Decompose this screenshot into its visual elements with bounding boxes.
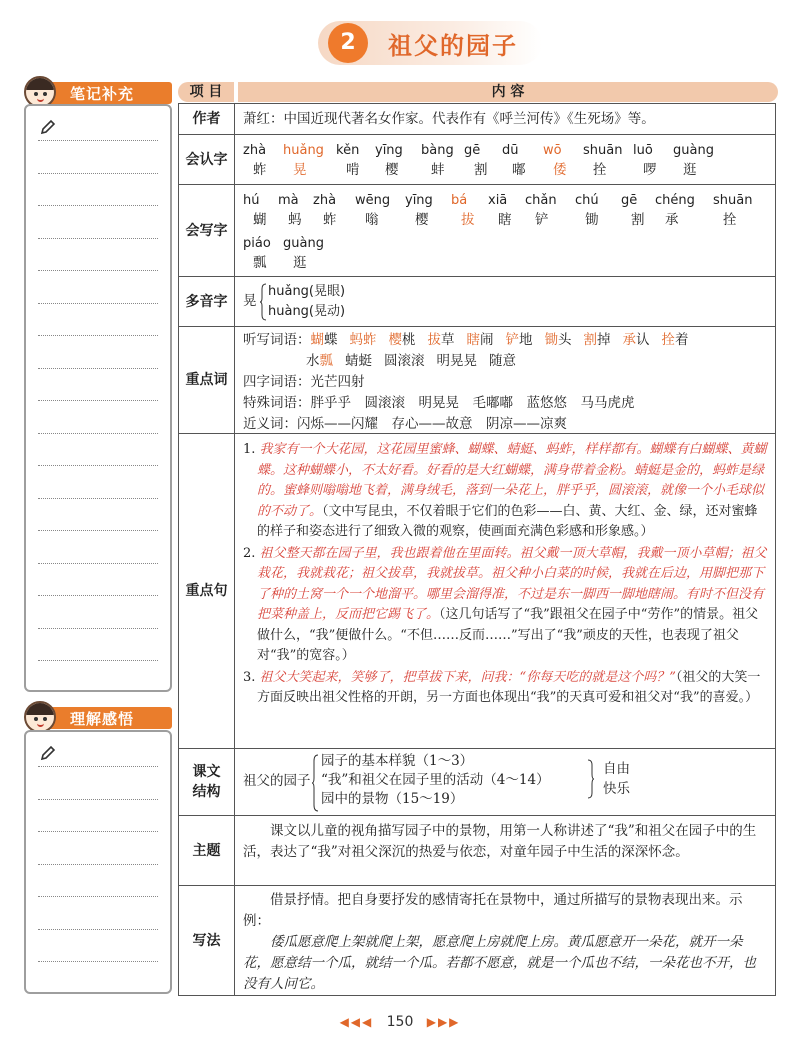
pinyin: chú <box>575 193 599 208</box>
pinyin: dū <box>502 143 519 158</box>
structure-part-1: 园子的基本样貌（1～3） <box>321 753 474 769</box>
note-line <box>38 961 158 962</box>
polyphone-char: 晃 <box>243 293 257 309</box>
structure-root: 祖父的园子 <box>243 773 311 789</box>
dictation-word: 圆滚滚 <box>384 353 425 369</box>
note-line <box>38 799 158 800</box>
pinyin: piáo <box>243 236 271 251</box>
hanzi: 承 <box>665 212 679 228</box>
hanzi: 铲 <box>535 212 549 228</box>
hanzi: 嘟 <box>512 162 526 178</box>
row-keywords <box>178 327 776 434</box>
synonym-words: 近义词：闪烁——闪耀 存心——故意 阴凉——凉爽 <box>243 416 567 432</box>
note-line <box>38 766 158 767</box>
hanzi: 逛 <box>293 255 307 271</box>
note-line <box>38 368 158 369</box>
pencil-icon <box>39 118 57 136</box>
hanzi: 倭 <box>553 162 567 178</box>
understanding-title: 理解感悟 <box>70 710 135 728</box>
brace-icon <box>259 283 267 321</box>
key-sentence: 2. 祖父整天都在园子里，我也跟着他在里面转。祖父戴一顶大草帽，我戴一顶小草帽；祖父栽花，我就栽花；祖父拔草，我就拔草。祖父种小白菜的时候，我就在后边，用脚把那下了种的土窝一个一个地溜平。哪里会溜得准，不过是东一脚西一脚地瞎闹。有时不但没有把菜种盖上，反而把它踢飞了。（这几句话写了“我”跟祖父在园子中“劳作”的情景。祖父做什么，“我”便做什么。“不但……反而……”写出了“我”顽皮的天性，也表现了祖父对“我”的宽容。） <box>243 545 767 663</box>
row-write <box>178 185 776 277</box>
pinyin: wō <box>543 143 562 158</box>
note-line <box>38 595 158 596</box>
pinyin: zhà <box>313 193 337 208</box>
dictation-word: 蜻蜓 <box>345 353 372 369</box>
technique-content <box>235 886 775 995</box>
note-line <box>38 498 158 499</box>
author-text: 萧红：中国近现代著名女作家。代表作有《呼兰河传》《生死场》等。 <box>243 111 655 127</box>
page-number: 150 <box>386 1014 414 1030</box>
page-footer <box>0 1014 800 1030</box>
header-item: 项 目 <box>178 82 234 102</box>
understanding-header <box>24 703 172 733</box>
label-structure: 课文结构 <box>179 749 235 815</box>
hanzi: 拔 <box>461 212 475 228</box>
pinyin: shuān <box>713 193 753 208</box>
hanzi: 嗡 <box>365 212 379 228</box>
dictation-word: 蚂蚱 <box>349 332 377 348</box>
hanzi: 樱 <box>415 212 429 228</box>
row-theme <box>178 816 776 886</box>
dictation-word: 割掉 <box>583 332 611 348</box>
dictation-word: 承认 <box>622 332 650 348</box>
four-char-words: 四字词语：光芒四射 <box>243 374 365 390</box>
label-polyphone: 多音字 <box>179 277 235 326</box>
pinyin: yīng <box>405 193 433 208</box>
table-header <box>178 82 778 102</box>
technique-intro: 借景抒情。把自身要抒发的感情寄托在景物中，通过所描写的景物表现出来。示例： <box>243 892 743 929</box>
label-keywords: 重点词 <box>179 327 235 433</box>
theme-text: 课文以儿童的视角描写园子中的景物，用第一人称讲述了“我”和祖父在园子中的生活，表达了“我”对祖父深沉的热爱与依恋，对童年园子中生活的深深怀念。 <box>243 823 757 860</box>
note-line <box>38 140 158 141</box>
dictation-word: 蝴蝶 <box>310 332 338 348</box>
pinyin: guàng <box>283 236 324 251</box>
dictation-word: 拴着 <box>661 332 689 348</box>
pinyin: guàng <box>673 143 714 158</box>
note-line <box>38 628 158 629</box>
polyphone-content <box>235 277 775 326</box>
pinyin: shuān <box>583 143 623 158</box>
write-content <box>235 185 775 276</box>
note-line <box>38 205 158 206</box>
dictation-word: 水瓢 <box>306 353 333 369</box>
pencil-icon <box>39 744 57 762</box>
dictation-word: 铲地 <box>505 332 533 348</box>
lesson-title-text: 祖父的园子 <box>388 32 518 60</box>
note-line <box>38 530 158 531</box>
note-line <box>38 465 158 466</box>
pinyin: bá <box>451 193 468 208</box>
brace-right-icon <box>587 759 595 799</box>
dictation-word: 拔草 <box>427 332 455 348</box>
sentences-content <box>235 434 775 748</box>
row-recognize <box>178 135 776 185</box>
recognize-content <box>235 135 775 184</box>
key-sentence: 1. 我家有一个大花园，这花园里蜜蜂、蝴蝶、蜻蜓、蚂蚱，样样都有。蝴蝶有白蝴蝶、黄蝴蝶。这种蝴蝶小，不太好看。好看的是大红蝴蝶，满身带着金粉。蜻蜓是金的，蚂蚱是绿的。蜜蜂则嗡嗡地飞着，满身绒毛，落到一朵花上，胖乎乎，圆滚滚，就像一个小毛球似的不动了。（文中写昆虫，不仅着眼于它们的色彩——白、黄、大红、金、绿，还对蜜蜂的样子和姿态进行了细致入微的观察，使画面充满色彩感和形象感。） <box>243 442 767 539</box>
understanding-box[interactable] <box>24 730 172 994</box>
row-polyphone <box>178 277 776 327</box>
prev-arrows-icon: ◀◀◀ <box>339 1015 374 1029</box>
note-line <box>38 238 158 239</box>
dictation-word: 瞎闹 <box>466 332 494 348</box>
row-technique <box>178 886 776 996</box>
row-structure <box>178 749 776 816</box>
hanzi: 拴 <box>723 212 737 228</box>
note-line <box>38 173 158 174</box>
special-words: 特殊词语：胖乎乎 圆滚滚 明晃晃 毛嘟嘟 蓝悠悠 马马虎虎 <box>243 395 635 411</box>
next-arrows-icon: ▶▶▶ <box>426 1015 461 1029</box>
note-line <box>38 270 158 271</box>
structure-result-2: 快乐 <box>603 781 630 797</box>
note-line <box>38 831 158 832</box>
pinyin: gē <box>621 193 638 208</box>
note-line <box>38 433 158 434</box>
pinyin: hú <box>243 193 260 208</box>
dictation-word: 随意 <box>489 353 516 369</box>
student-avatar-icon <box>24 701 56 733</box>
structure-content <box>235 749 775 815</box>
notes-title: 笔记补充 <box>70 85 135 103</box>
brace-icon <box>311 754 319 812</box>
hanzi: 瞎 <box>498 212 512 228</box>
hanzi: 蚂 <box>288 212 302 228</box>
hanzi: 樱 <box>385 162 399 178</box>
keywords-content <box>235 327 775 433</box>
note-line <box>38 896 158 897</box>
row-author <box>178 103 776 135</box>
pinyin: yīng <box>375 143 403 158</box>
note-line <box>38 660 158 661</box>
note-line <box>38 563 158 564</box>
note-line <box>38 864 158 865</box>
label-author: 作者 <box>179 104 235 134</box>
hanzi: 蚱 <box>323 212 337 228</box>
dictation-word: 樱桃 <box>388 332 416 348</box>
hanzi: 蝴 <box>253 212 267 228</box>
note-line <box>38 400 158 401</box>
label-recognize: 会认字 <box>179 135 235 184</box>
technique-example: 倭瓜愿意爬上架就爬上架，愿意爬上房就爬上房。黄瓜愿意开一朵花，就开一朵花，愿意结一个瓜，就结一个瓜。若都不愿意，就是一个瓜也不结，一朵花也不开，也没有人问它。 <box>243 934 756 992</box>
note-line <box>38 335 158 336</box>
pinyin: luō <box>633 143 653 158</box>
structure-part-3: 园中的景物（15～19） <box>321 791 464 807</box>
dictation-prefix: 听写词语： <box>243 332 311 348</box>
hanzi: 晃 <box>293 162 307 178</box>
note-line <box>38 929 158 930</box>
polyphone-reading-1: huǎng(晃眼) <box>268 284 346 299</box>
pinyin: mà <box>278 193 299 208</box>
hanzi: 拴 <box>593 162 607 178</box>
label-write: 会写字 <box>179 185 235 276</box>
dictation-word: 明晃晃 <box>436 353 477 369</box>
lesson-title <box>0 18 800 68</box>
pinyin: xiā <box>488 193 508 208</box>
key-sentence: 3. 祖父大笑起来，笑够了，把草拔下来，问我：“你每天吃的就是这个吗？”（祖父的大笑一方面反映出祖父性格的开朗，另一方面也体现出“我”的天真可爱和祖父对“我”的喜爱。） <box>243 669 761 705</box>
note-line <box>38 303 158 304</box>
hanzi: 啰 <box>643 162 657 178</box>
structure-result-1: 自由 <box>603 761 630 777</box>
label-technique: 写法 <box>179 886 235 995</box>
notes-box[interactable] <box>24 104 172 692</box>
hanzi: 割 <box>631 212 645 228</box>
structure-part-2: “我”和祖父在园子里的活动（4～14） <box>321 772 550 788</box>
hanzi: 锄 <box>585 212 599 228</box>
hanzi: 啃 <box>346 162 360 178</box>
pinyin: huǎng <box>283 143 324 158</box>
pinyin: kěn <box>336 143 360 158</box>
dictation-word: 锄头 <box>544 332 572 348</box>
hanzi: 逛 <box>683 162 697 178</box>
hanzi: 瓢 <box>253 255 267 271</box>
pinyin: gē <box>464 143 481 158</box>
hanzi: 割 <box>474 162 488 178</box>
label-theme: 主题 <box>179 816 235 885</box>
pinyin: zhà <box>243 143 267 158</box>
row-sentences <box>178 434 776 749</box>
hanzi: 蚌 <box>431 162 445 178</box>
polyphone-reading-2: huàng(晃动) <box>268 304 346 319</box>
header-content: 内 容 <box>238 82 778 102</box>
lesson-number: 2 <box>328 23 368 63</box>
label-sentences: 重点句 <box>179 434 235 748</box>
pinyin: chǎn <box>525 193 557 208</box>
pinyin: chéng <box>655 193 695 208</box>
pinyin: wēng <box>355 193 391 208</box>
pinyin: bàng <box>421 143 454 158</box>
hanzi: 蚱 <box>253 162 267 178</box>
